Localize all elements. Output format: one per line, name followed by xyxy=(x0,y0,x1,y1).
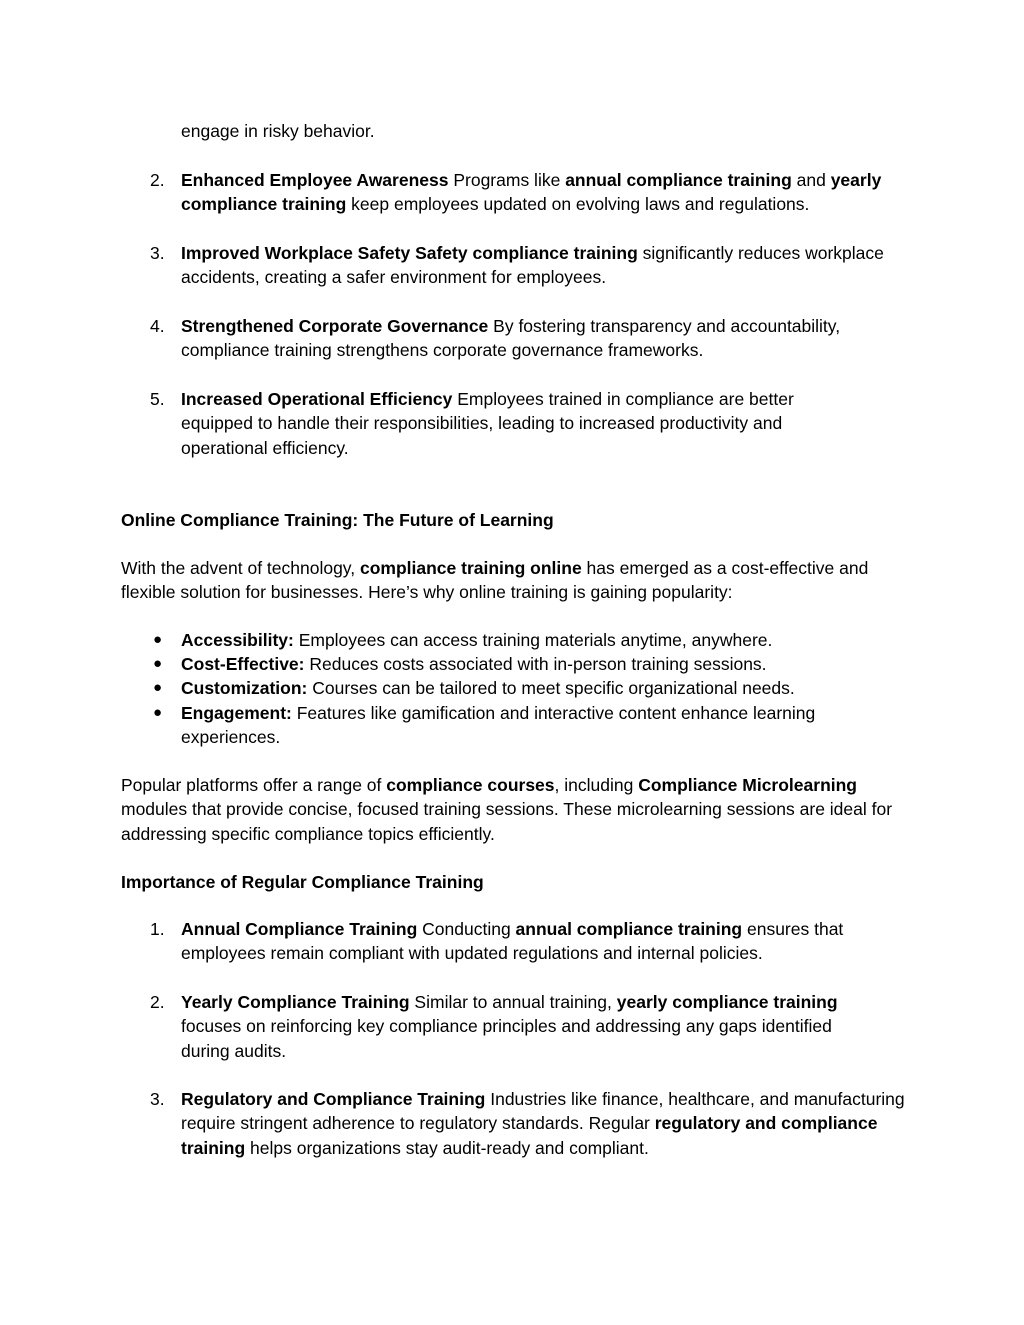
list-number: 4. xyxy=(150,316,165,336)
bullet-icon: ● xyxy=(153,679,163,696)
bullet-icon: ● xyxy=(153,631,163,648)
list-number: 2. xyxy=(150,992,165,1012)
list-item-body: Customization: Courses can be tailored to meet specific organizational needs. xyxy=(181,678,795,698)
list-number: 2. xyxy=(150,170,165,190)
list-item-body: Improved Workplace Safety Safety compliance training significantly reduces workplace accidents, creating a safer environment for employees. xyxy=(181,243,884,288)
bullet-icon: ● xyxy=(153,655,163,672)
online-intro-paragraph: With the advent of technology, compliance training online has emerged as a cost-effective and flexible solution for businesses. Here’s why online training is gaining popularity: xyxy=(121,558,869,603)
list-item-body: Regulatory and Compliance Training Industries like finance, healthcare, and manufacturing require stringent adherence to regulatory standards. Regular regulatory and compliance training helps organizations stay audit-ready and compliant. xyxy=(181,1089,905,1158)
list-number: 5. xyxy=(150,389,165,409)
list-number: 1. xyxy=(150,919,165,939)
list-number: 3. xyxy=(150,1089,165,1109)
intro-continuation: engage in risky behavior. xyxy=(181,121,375,141)
platforms-paragraph: Popular platforms offer a range of compliance courses, including Compliance Microlearning modules that provide concise, focused training sessions. These microlearning sessions are ideal for addressing specific compliance topics efficiently. xyxy=(121,775,893,844)
list-item-body: Increased Operational Efficiency Employees trained in compliance are better equipped to handle their responsibilities, leading to increased productivity and operational efficiency. xyxy=(181,389,794,458)
list-item-body: Annual Compliance Training Conducting annual compliance training ensures that employees remain compliant with updated regulations and internal policies. xyxy=(181,919,844,964)
section-heading-online: Online Compliance Training: The Future of Learning xyxy=(121,510,554,530)
list-item-body: Engagement: Features like gamification and interactive content enhance learning experiences. xyxy=(181,703,816,748)
list-item-body: Accessibility: Employees can access training materials anytime, anywhere. xyxy=(181,630,773,650)
list-item-body: Strengthened Corporate Governance By fostering transparency and accountability, compliance training strengthens corporate governance frameworks. xyxy=(181,316,841,361)
list-number: 3. xyxy=(150,243,165,263)
list-item-body: Yearly Compliance Training Similar to annual training, yearly compliance training focuses on reinforcing key compliance principles and addressing any gaps identified during audits. xyxy=(181,992,838,1061)
list-item-body: Enhanced Employee Awareness Programs like annual compliance training and yearly compliance training keep employees updated on evolving laws and regulations. xyxy=(181,170,882,215)
list-item-body: Cost-Effective: Reduces costs associated with in-person training sessions. xyxy=(181,654,767,674)
section-heading-regular: Importance of Regular Compliance Training xyxy=(121,872,484,892)
bullet-icon: ● xyxy=(153,704,163,721)
